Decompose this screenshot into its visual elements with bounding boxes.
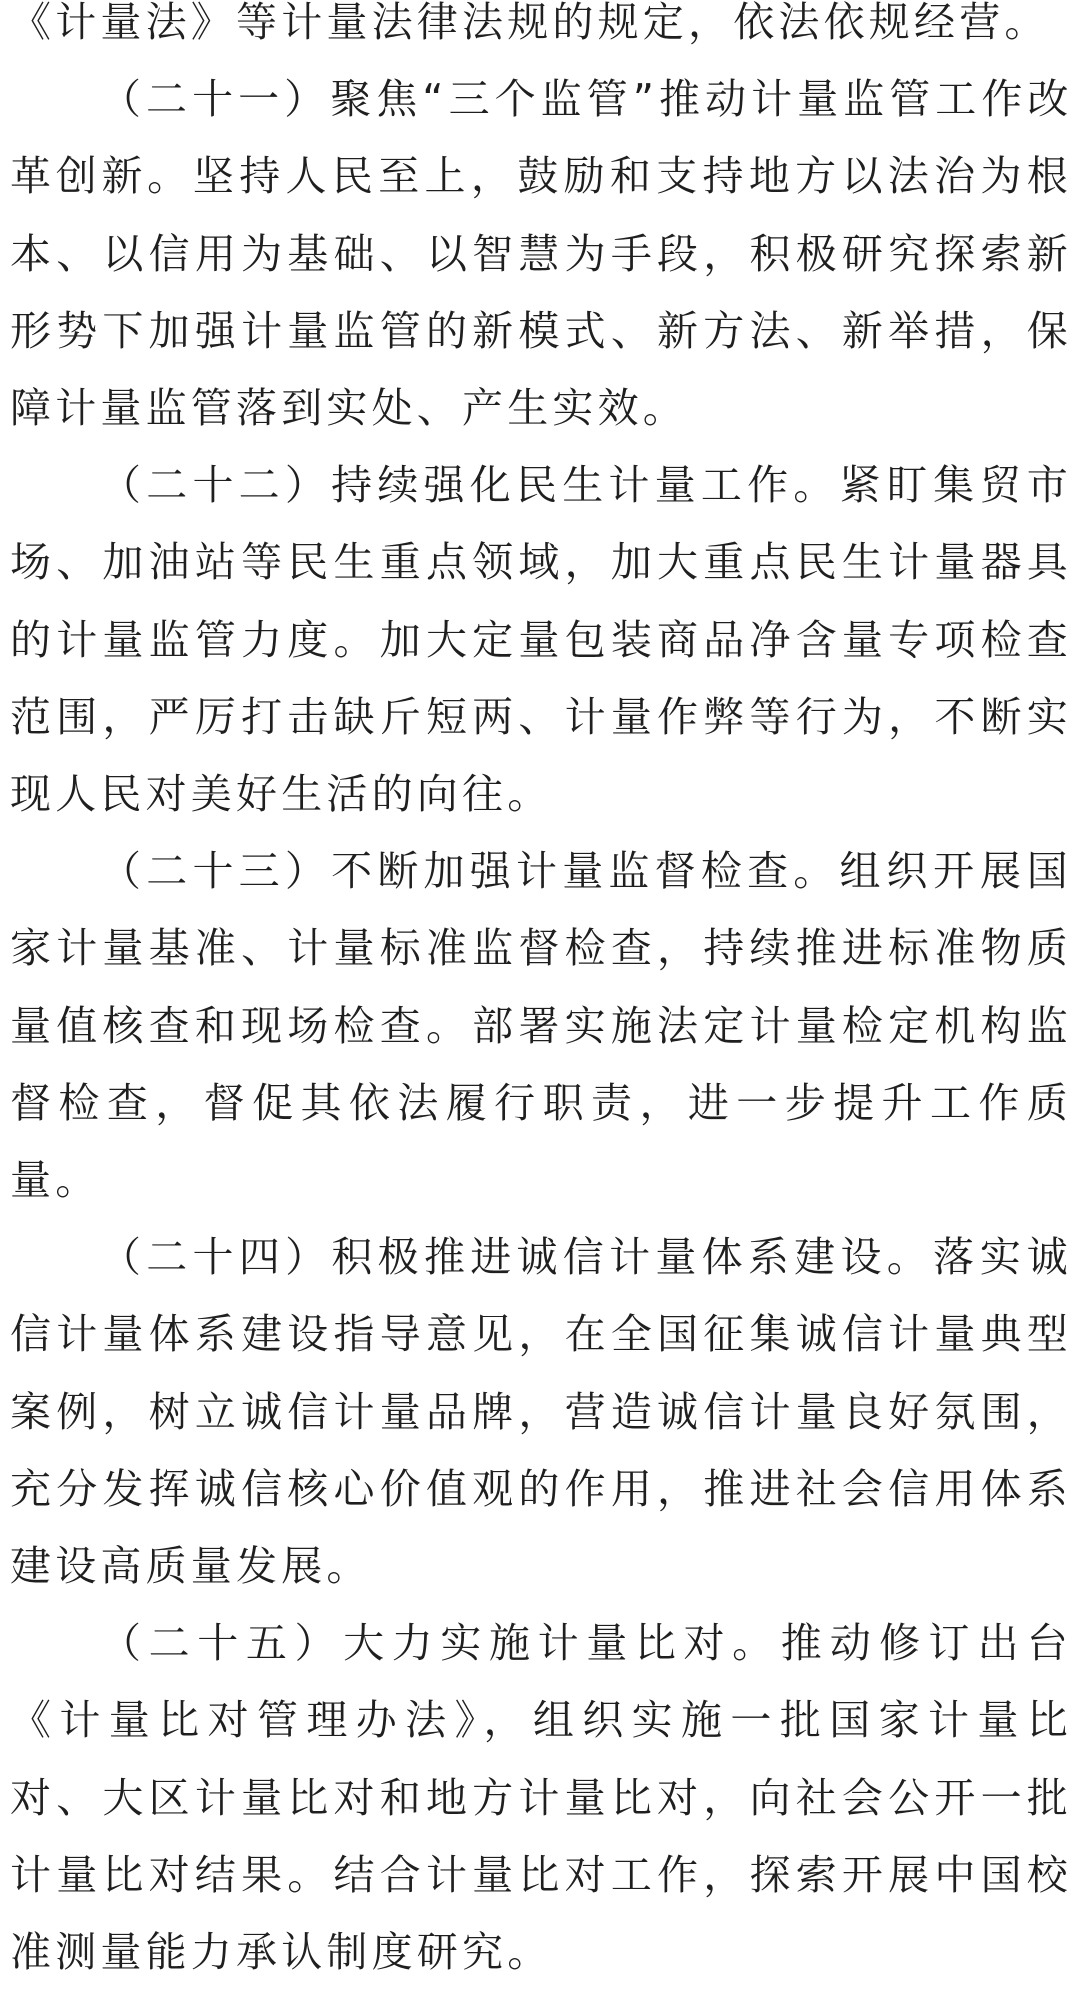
paragraph-heading: （二十二）持续强化民生计量工作。 (100, 461, 840, 510)
paragraph-24 (10, 1219, 1072, 1605)
paragraph-23 (10, 833, 1072, 1219)
paragraph-heading: （二十三）不断加强计量监督检查。 (100, 847, 840, 896)
paragraph-text: 紧盯集贸市场、加油站等民生重点领域，加大重点民生计量器具的计量监管力度。加大定量包装商品净含量专项检查范围，严厉打击缺斤短两、计量作弊等行为，不断实现人民对美好生活的向往。 (10, 461, 1072, 819)
paragraph-22 (10, 447, 1072, 833)
paragraph-heading: （二十四）积极推进诚信计量体系建设。 (100, 1233, 934, 1282)
paragraph-25 (10, 1605, 1072, 1991)
paragraph-text: 坚持人民至上，鼓励和支持地方以法治为根本、以信用为基础、以智慧为手段，积极研究探索新形势下加强计量监管的新模式、新方法、新举措，保障计量监管落到实处、产生实效。 (10, 152, 1072, 433)
paragraph-continuation (10, 0, 1072, 61)
paragraph-text: 《计量法》等计量法律法规的规定，依法依规经营。 (10, 0, 1050, 46)
paragraph-heading: （二十五）大力实施计量比对。 (100, 1619, 781, 1668)
paragraph-heading: （二十一）聚焦“三个监管”推动计量监管工作改革创新。 (10, 75, 1072, 201)
paragraph-text: 组织开展国家计量基准、计量标准监督检查，持续推进标准物质量值核查和现场检查。部署实施法定计量检定机构监督检查，督促其依法履行职责，进一步提升工作质量。 (10, 847, 1072, 1205)
paragraph-text: 落实诚信计量体系建设指导意见，在全国征集诚信计量典型案例，树立诚信计量品牌，营造诚信计量良好氛围，充分发挥诚信核心价值观的作用，推进社会信用体系建设高质量发展。 (10, 1233, 1072, 1591)
document-body (10, 0, 1072, 1991)
paragraph-21 (10, 61, 1072, 447)
paragraph-text: 推动修订出台《计量比对管理办法》，组织实施一批国家计量比对、大区计量比对和地方计量比对，向社会公开一批计量比对结果。结合计量比对工作，探索开展中国校准测量能力承认制度研究。 (10, 1619, 1072, 1977)
